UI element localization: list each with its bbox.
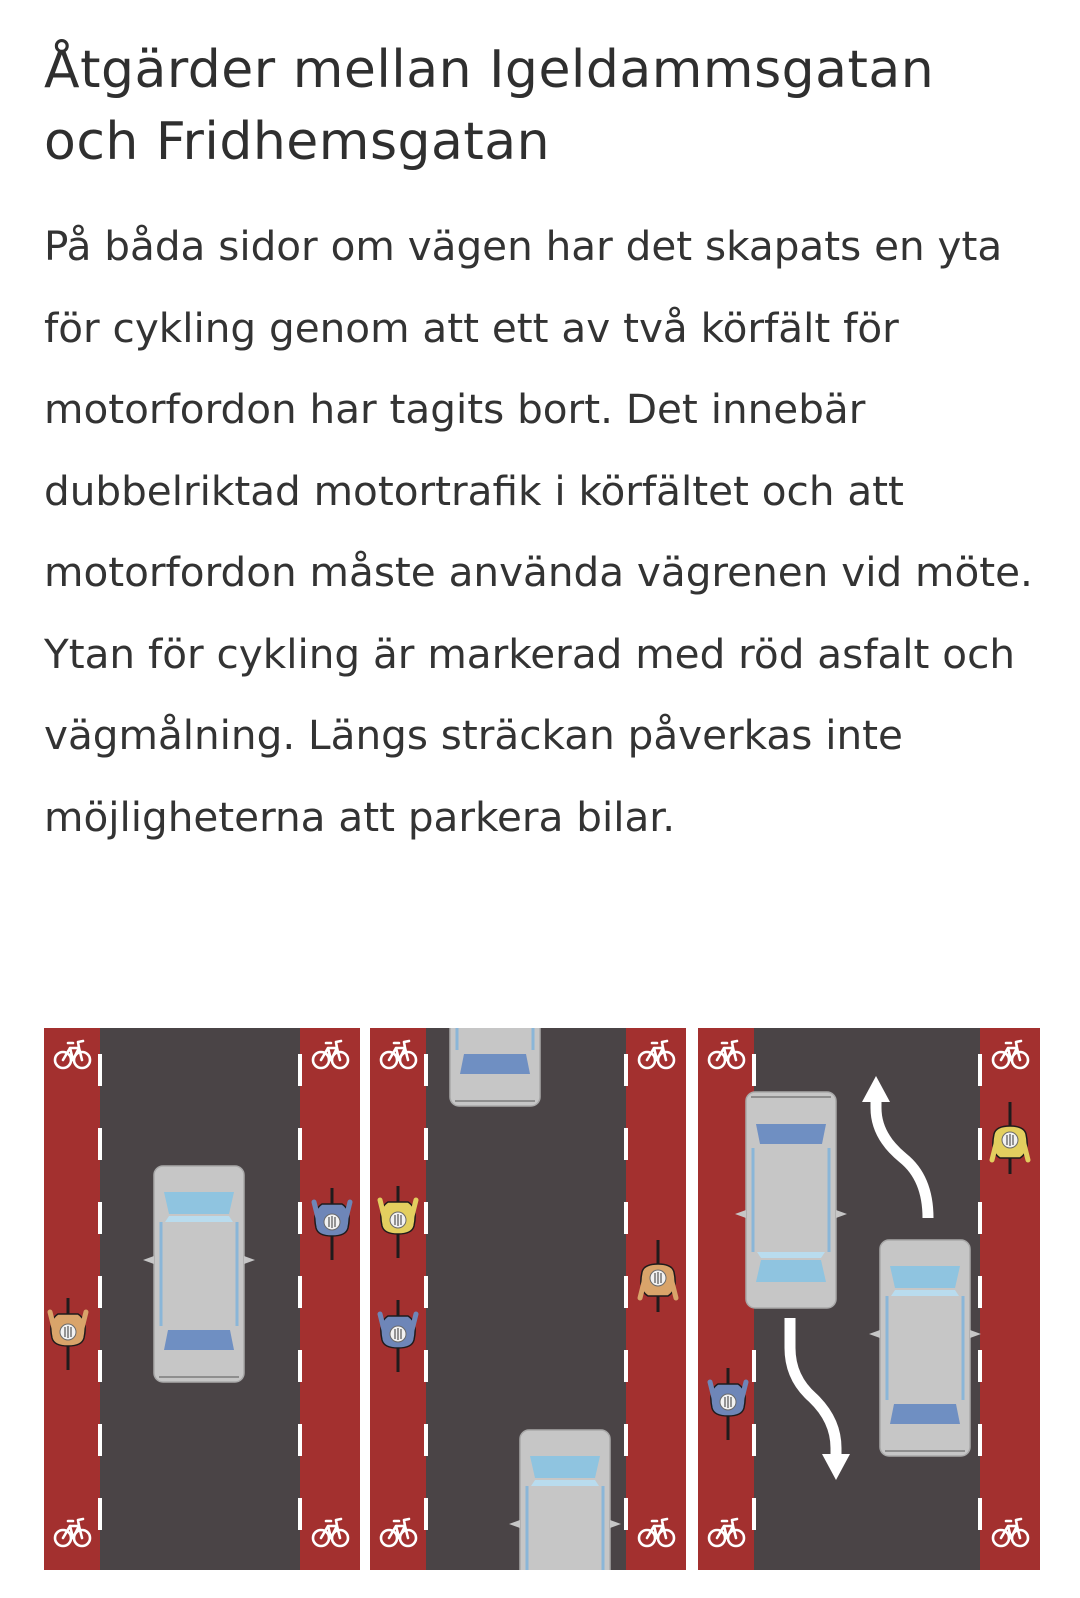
road-layout-svg [44, 1028, 1040, 1570]
car-icon [869, 1240, 981, 1456]
bike-lane-right [300, 1028, 360, 1570]
panel-meeting-cars [698, 1028, 1040, 1570]
bike-lane-left [370, 1028, 426, 1570]
car-icon [439, 1028, 551, 1106]
bike-lane-left [44, 1028, 100, 1570]
panel-two-cars-in-line [370, 1028, 686, 1570]
car-icon [509, 1430, 621, 1570]
article-heading: Åtgärder mellan Igeldammsgatan och Fridhemsgatan [44, 40, 935, 172]
road-layout-illustration [44, 1028, 1040, 1570]
panel-single-car [44, 1028, 360, 1570]
car-icon [143, 1166, 255, 1382]
car-icon [735, 1092, 847, 1308]
article-body: På båda sidor om vägen har det skapats en yta för cykling genom att ett av två körfält för motorfordon har tagits bort. Det innebär dubbelriktad motortrafik i körfältet och att motorfordon måste använda vägrenen vid möte. Ytan för cykling är markerad med röd asfalt och vägmålning. Längs sträckan påverkas inte möjligheterna att parkera bilar. [44, 222, 1033, 841]
